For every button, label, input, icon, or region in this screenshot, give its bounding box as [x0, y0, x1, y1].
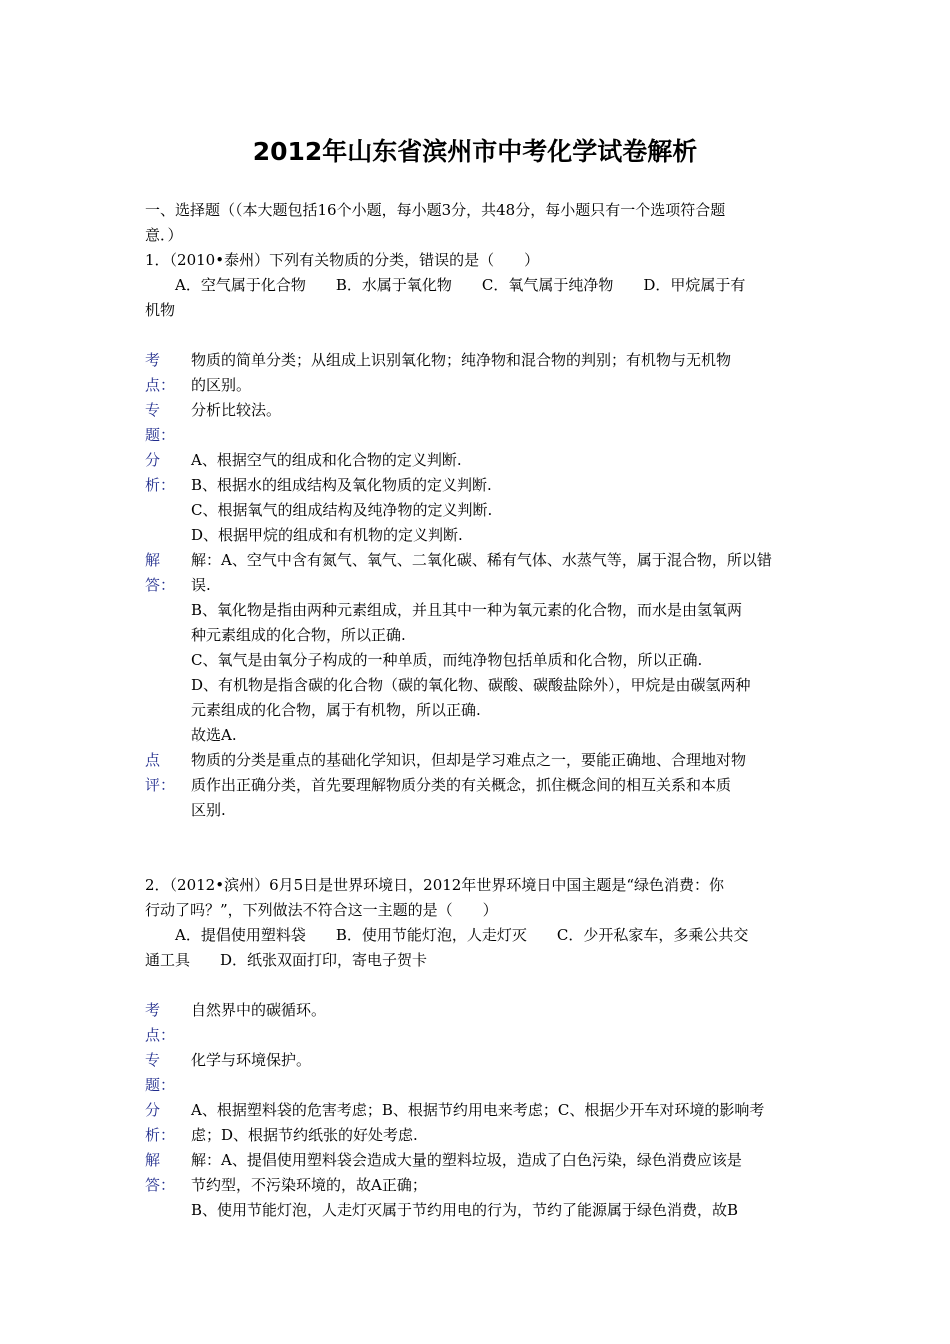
spacer [145, 323, 815, 348]
q1-fenxi-block [145, 448, 815, 548]
kaodian-label: 考 点： [145, 1001, 176, 1044]
section-heading-line: 意．） [145, 226, 183, 244]
fenxi-text: A、根据空气的组成和化合物的定义判断. B、根据水的组成结构及氧化物质的定义判断. C、根据氧气的组成结构及纯净物的定义判断. D、根据甲烷的组成和有机物的定义判断. [191, 451, 493, 544]
document-body [145, 198, 815, 1223]
kaodian-text: 自然界中的碳循环。 [191, 1001, 327, 1019]
q2-fenxi-block [145, 1098, 815, 1148]
question-1-options: A．空气属于化合物 B．水属于氧化物 C．氧气属于纯净物 D．甲烷属于有 [175, 276, 746, 294]
zhuanti-text: 化学与环境保护。 [191, 1051, 312, 1069]
document-title: 2012年山东省滨州市中考化学试卷解析 [252, 137, 698, 166]
jieda-label: 解 答： [145, 551, 176, 594]
q2-zhuanti-block [145, 1048, 815, 1098]
fenxi-label: 分 析： [145, 1101, 176, 1144]
question-2-stem-continued: 行动了吗？”，下列做法不符合这一主题的是（ ） [145, 901, 498, 919]
q2-jieda-block [145, 1148, 815, 1223]
kaodian-text: 物质的简单分类；从组成上识别氧化物；纯净物和混合物的判别；有机物与无机物 的区别。 [191, 351, 732, 394]
kaodian-label: 考 点： [145, 351, 176, 394]
question-2-options: A．提倡使用塑料袋 B．使用节能灯泡，人走灯灭 C．少开私家车，多乘公共交 [175, 926, 749, 944]
q1-zhuanti-block [145, 398, 815, 448]
jieda-text: 解：A、提倡使用塑料袋会造成大量的塑料垃圾，造成了白色污染，绿色消费应该是 节约型，不污染环境的，故A正确； B、使用节能灯泡，人走灯灭属于节约用电的行为，节约了能源属于绿色消费，故B [191, 1151, 742, 1219]
q1-jieda-block [145, 548, 815, 748]
q1-dianping-block [145, 748, 815, 823]
question-2-options-continued: 通工具 D．纸张双面打印，寄电子贺卡 [145, 951, 428, 969]
question-1-options-continued: 机物 [145, 301, 176, 319]
zhuanti-label: 专 题： [145, 401, 176, 444]
zhuanti-label: 专 题： [145, 1051, 176, 1094]
jieda-text: 解：A、空气中含有氮气、氧气、二氧化碳、稀有气体、水蒸气等，属于混合物，所以错 误. B、氧化物是指由两种元素组成，并且其中一种为氧元素的化合物，而水是由氢氧两 种元素组成的化合物，所以正确. C、氧气是由氧分子构成的一种单质，而纯净物包括单质和化合物，所以正确. D、有机物是指含碳的化合物（碳的氧化物、碳酸、碳酸盐除外），甲烷是由碳氢两种 元素组成的化合物，属于有机物，所以正确. 故选A. [191, 551, 772, 744]
fenxi-text: A、根据塑料袋的危害考虑；B、根据节约用电来考虑；C、根据少开车对环境的影响考 虑；D、根据节约纸张的好处考虑. [191, 1101, 765, 1144]
q1-kaodian-block [145, 348, 815, 398]
spacer [145, 823, 815, 873]
section-heading-line: 一、选择题（（本大题包括16个小题，每小题3分，共48分，每小题只有一个选项符合题 [145, 201, 726, 219]
dianping-label: 点 评： [145, 751, 176, 794]
q2-kaodian-block [145, 998, 815, 1048]
question-1-stem: 1．（2010•泰州）下列有关物质的分类，错误的是（ ） [145, 251, 540, 269]
dianping-text: 物质的分类是重点的基础化学知识，但却是学习难点之一，要能正确地、合理地对物 质作出正确分类，首先要理解物质分类的有关概念，抓住概念间的相互关系和本质 区别. [191, 751, 747, 819]
spacer [145, 973, 815, 998]
zhuanti-text: 分析比较法。 [191, 401, 282, 419]
question-2-stem: 2．（2012•滨州）6月5日是世界环境日，2012年世界环境日中国主题是“绿色消费：你 [145, 876, 724, 894]
fenxi-label: 分 析： [145, 451, 176, 494]
jieda-label: 解 答： [145, 1151, 176, 1194]
